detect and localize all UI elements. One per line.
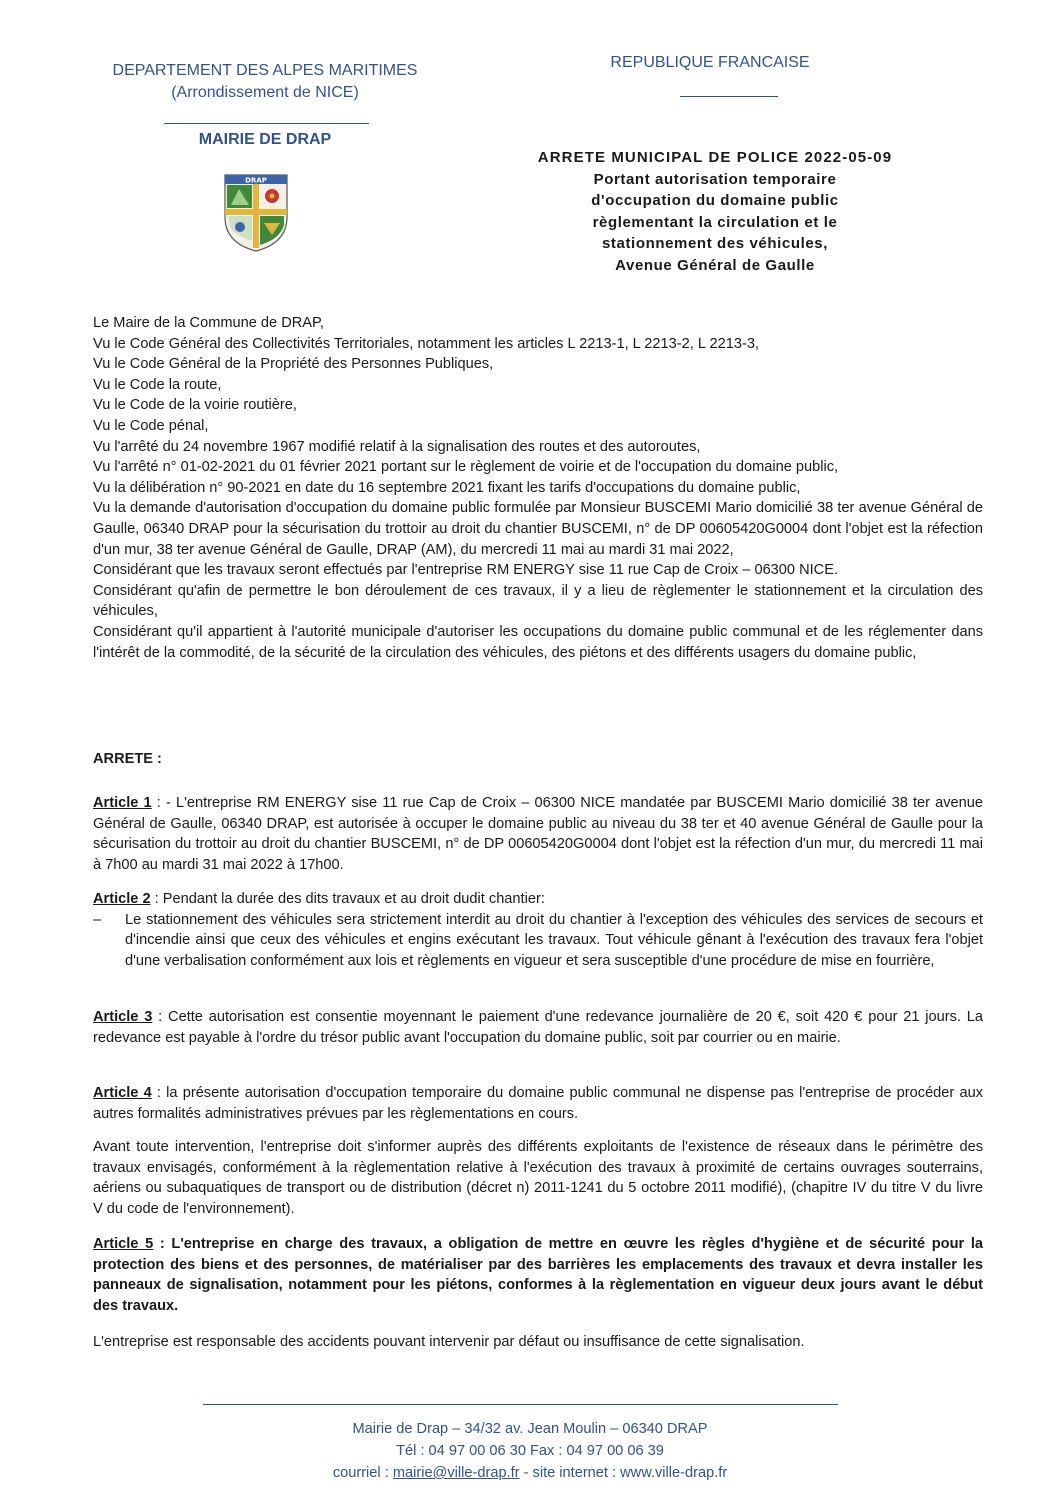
article-5-label: Article 5 (93, 1236, 154, 1252)
decree-title (470, 147, 960, 276)
decree-subject-line: règlementant la circulation et le (592, 213, 838, 231)
article-3 (93, 1007, 983, 1048)
arrondissement-name: (Arrondissement de NICE) (171, 84, 359, 101)
article-3-label: Article 3 (93, 1009, 153, 1025)
decree-subject-line: Portant autorisation temporaire (593, 170, 837, 188)
decree-subject-line: stationnement des véhicules, (601, 235, 829, 252)
preamble (93, 313, 983, 663)
preamble-line: Vu la délibération n° 90-2021 en date du 16 septembre 2021 fixant les tarifs d'occupations du domaine public, (93, 479, 801, 496)
preamble-paragraph: Considérant qu'afin de permettre le bon déroulement de ces travaux, il y a lieu de règlementer le stationnement et la circulation des véhicules, (93, 582, 983, 620)
article-1-label: Article 1 (93, 795, 152, 811)
footer-email-link[interactable]: mairie@ville-drap.fr (392, 1465, 520, 1481)
article-2-text: : Pendant la durée des dits travaux et au droit dudit chantier: (150, 891, 545, 907)
preamble-paragraph: Considérant que les travaux seront effectués par l'entreprise RM ENERGY sise 11 rue Cap de Croix – 06300 NICE. (93, 562, 839, 579)
preamble-line: Vu le Code pénal, (93, 417, 209, 434)
article-separator: : (151, 795, 166, 811)
article-1 (93, 793, 983, 875)
preamble-line: Vu l'arrêté n° 01-02-2021 du 01 février 2021 portant sur le règlement de voirie et de l'occupation du domaine public, (93, 459, 839, 476)
preamble-paragraph: Vu la demande d'autorisation d'occupation du domaine public formulée par Monsieur BUSCEMI Mario domicilié 38 ter avenue Général de Gaulle, 06340 DRAP pour la sécurisation du trottoir au droit du chantier BUSCEMI, n° de DP 00605420G0004 dont l'objet est la réfection d'un mur, 38 ter avenue Général de Gaulle, DRAP (AM), du mercredi 11 mai au mardi 31 mai 2022, (93, 500, 983, 558)
republic-header: REPUBLIQUE FRANCAISE (610, 54, 810, 71)
footer-divider (203, 1404, 838, 1405)
footer-contact (200, 1462, 860, 1484)
article-2 (93, 889, 983, 971)
article-5-text: : L'entreprise en charge des travaux, a obligation de mettre en œuvre les règles d'hygiène et de sécurité pour la protection des biens et des personnes, de matérialiser par des barrières les emplacements des travaux et devra installer les panneaux de signalisation, notamment pour les piétons, conformes à la règlementation en vigueur deux jours avant le début des travaux. (93, 1236, 984, 1314)
article-4-paragraph: Avant toute intervention, l'entreprise doit s'informer auprès des différents exploitants de l'existence de réseaux dans le périmètre des travaux envisagés, conformément à la règlementation relative à l'exécution des travaux à proximité de certains ouvrages souterrains, aériens ou subaquatiques de transport ou de distribution (décret n) 2011-1241 du 5 octobre 2011 modifié), (chapitre IV du titre V du livre V du code de l'environnement). (93, 1139, 983, 1217)
closing-statement: L'entreprise est responsable des accidents pouvant intervenir par défaut ou insuffisance de cette signalisation. (93, 1334, 805, 1350)
article-4-text: : la présente autorisation d'occupation temporaire du domaine public communal ne dispense pas l'entreprise de procéder aux autres formalités administratives prévues par les règlementations en cours. (93, 1085, 983, 1122)
article-3-text: : Cette autorisation est consentie moyennant le paiement d'une redevance journalière de 20 €, soit 420 € pour 21 jours. La redevance est payable à l'ordre du trésor public avant l'occupation du domaine public, soit par courrier ou en mairie. (93, 1009, 984, 1046)
article-2-bullet-text: Le stationnement des véhicules sera strictement interdit au droit du chantier à l'exception des véhicules des services de secours et d'incendie ainsi que ceux des véhicules et engins exécutant les travaux. Tout véhicule gênant à l'exécution des travaux fera l'objet d'une verbalisation conformément aux lois et règlements en vigueur et sera susceptible d'une procédure de mise en fourrière, (125, 911, 983, 969)
article-4 (93, 1083, 983, 1124)
preamble-line: Vu le Code de la voirie routière, (93, 397, 297, 414)
bullet-dash: – (93, 911, 102, 928)
footer-mail-prefix: courriel : (332, 1465, 393, 1481)
mairie-name: MAIRIE DE DRAP (198, 131, 332, 148)
coat-of-arms-icon (222, 167, 290, 253)
preamble-line: Vu le Code la route, (93, 376, 222, 393)
department-header (100, 60, 430, 104)
footer-site: - site internet : www.ville-drap.fr (519, 1465, 728, 1481)
footer-address: Mairie de Drap – 34/32 av. Jean Moulin – 06340 DRAP (352, 1421, 708, 1437)
footer (200, 1418, 860, 1484)
decree-subject-line: Avenue Général de Gaulle (615, 256, 815, 274)
decree-number: ARRETE MUNICIPAL DE POLICE 2022-05-09 (537, 149, 893, 166)
department-name: DEPARTEMENT DES ALPES MARITIMES (112, 62, 418, 79)
article-2-label: Article 2 (93, 891, 151, 907)
crest-label: DRAP (245, 176, 267, 185)
header-divider-right (680, 96, 778, 97)
preamble-line: Vu le Code Général de la Propriété des Personnes Publiques, (93, 356, 494, 373)
header-divider-left (164, 123, 369, 124)
article-4-label: Article 4 (93, 1085, 152, 1101)
preamble-paragraph: Considérant qu'il appartient à l'autorité municipale d'autoriser les occupations du domaine public communal et de les réglementer dans l'intérêt de la commodité, de la sécurité de la circulation des véhicules, des piétons et des différents usagers du domaine public, (93, 623, 983, 661)
article-1-text: - L'entreprise RM ENERGY sise 11 rue Cap de Croix – 06300 NICE mandatée par BUSCEMI Mario domicilié 38 ter avenue Général de Gaulle, 06340 DRAP, est autorisée à occuper le domaine public au niveau du 38 ter et 40 avenue Général de Gaulle pour la sécurisation du trottoir au droit du chantier BUSCEMI, n° de DP 00605420G0004 dont l'objet est la réfection d'un mur, du mercredi 11 mai à 7h00 au mardi 31 mai 2022 à 17h00. (93, 795, 983, 873)
preamble-line: Vu l'arrêté du 24 novembre 1967 modifié relatif à la signalisation des routes et des autoroutes, (93, 438, 701, 455)
article-2-bullet (93, 910, 983, 972)
article-5 (93, 1234, 983, 1316)
decree-subject-line: d'occupation du domaine public (591, 192, 839, 209)
preamble-line: Le Maire de la Commune de DRAP, (93, 315, 324, 331)
footer-phone: Tél : 04 97 00 06 30 Fax : 04 97 00 06 39 (396, 1443, 664, 1459)
preamble-line: Vu le Code Général des Collectivités Territoriales, notamment les articles L 2213-1, L 2213-2, L 2213-3, (93, 335, 759, 352)
arrete-heading: ARRETE : (93, 751, 162, 767)
